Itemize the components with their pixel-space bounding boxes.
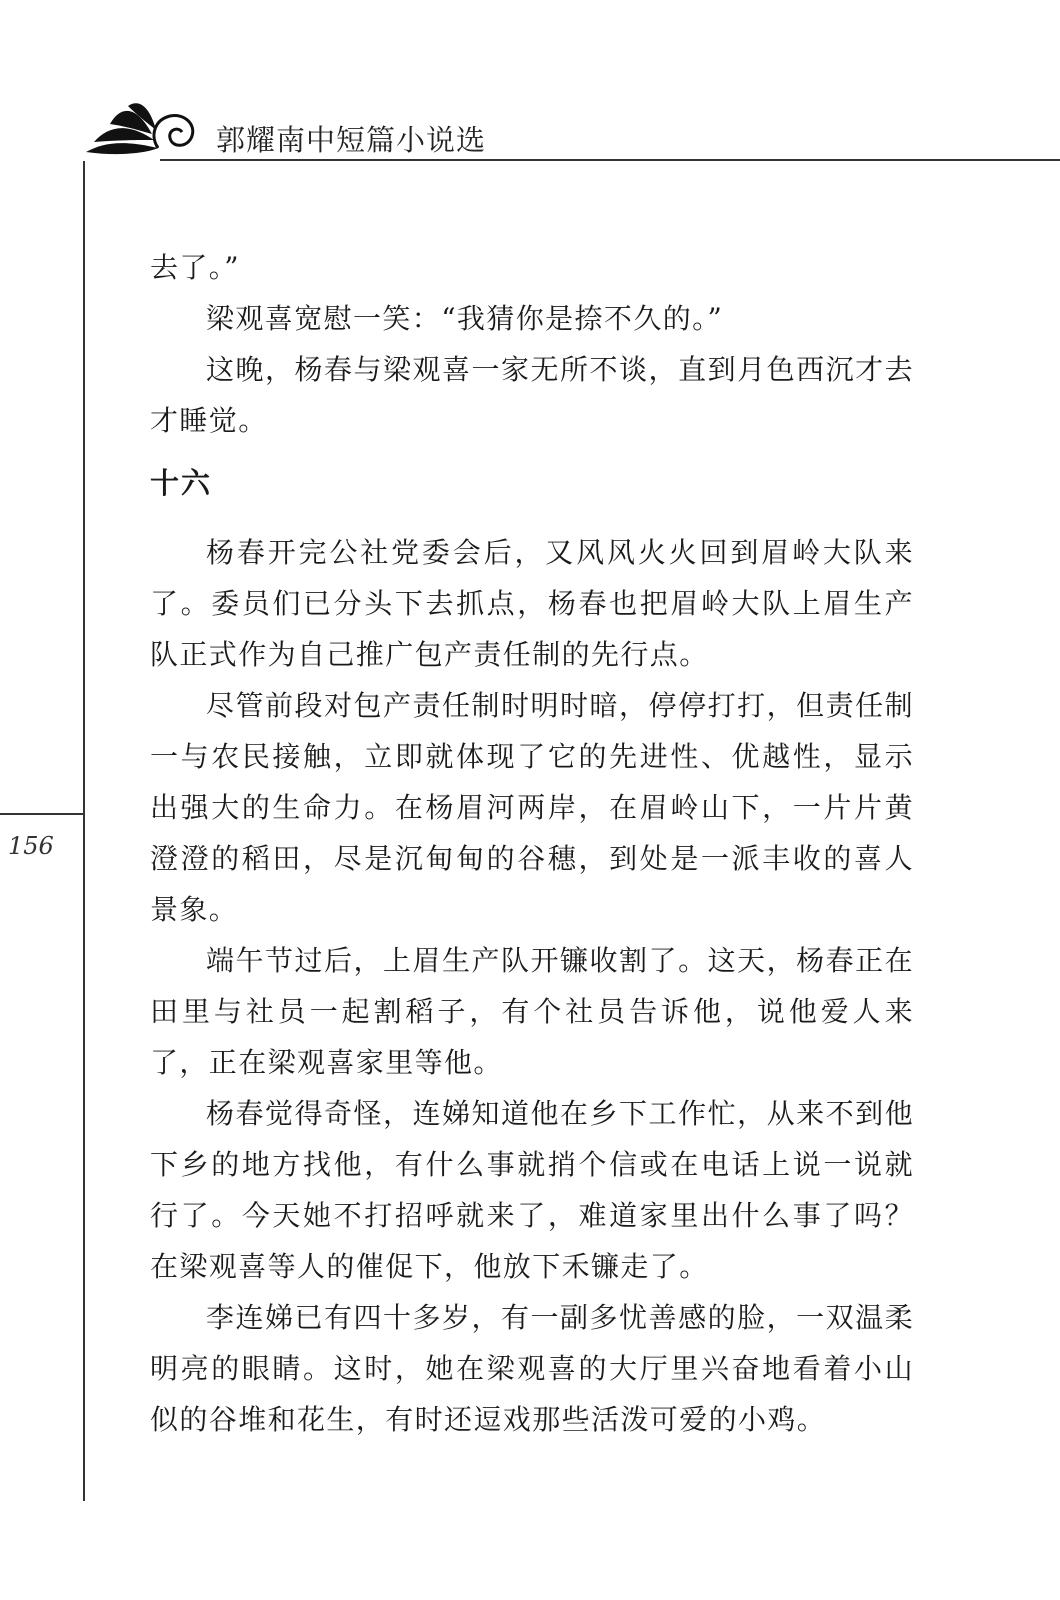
folio-rule [0,813,85,815]
paragraph: 李连娣已有四十多岁，有一副多忧善感的脸，一双温柔明亮的眼睛。这时，她在梁观喜的大厅里兴奋地看着小山似的谷堆和花生，有时还逗戏那些活泼可爱的小鸡。 [150,1301,914,1436]
paragraph: 端午节过后，上眉生产队开镰收割了。这天，杨春正在田里与社员一起割稻子，有个社员告诉他，说他爱人来了，正在梁观喜家里等他。 [150,944,914,1079]
paragraph: 梁观喜宽慰一笑：“我猜你是捺不久的。” [206,302,724,335]
paragraph: 这晚，杨春与梁观喜一家无所不谈，直到月色西沉才去才睡觉。 [150,353,914,437]
page-number: 156 [8,832,54,860]
paragraph: 尽管前段对包产责任制时明时暗，停停打打，但责任制一与农民接触，立即就体现了它的先进性、优越性，显示出强大的生命力。在杨眉河两岸，在眉岭山下，一片片黄澄澄的稻田，尽是沉甸甸的谷穗，到处是一派丰收的喜人景象。 [150,689,914,926]
paragraph: 杨春觉得奇怪，连娣知道他在乡下工作忙，从来不到他下乡的地方找他，有什么事就捎个信或在电话上说一说就行了。今天她不打招呼就来了，难道家里出什么事了吗？在梁观喜等人的催促下，他放下禾镰走了。 [150,1097,914,1283]
chapter-heading: 十六 [150,466,213,500]
header-ornament-icon [84,96,204,166]
running-head-title: 郭耀南中短篇小说选 [216,123,487,157]
body-text [150,242,914,1445]
header-rule [160,159,1060,161]
margin-rule [83,161,85,1501]
paragraph: 去了。” [150,251,240,284]
paragraph: 杨春开完公社党委会后，又风风火火回到眉岭大队来了。委员们已分头下去抓点，杨春也把眉岭大队上眉生产队正式作为自己推广包产责任制的先行点。 [150,536,914,671]
